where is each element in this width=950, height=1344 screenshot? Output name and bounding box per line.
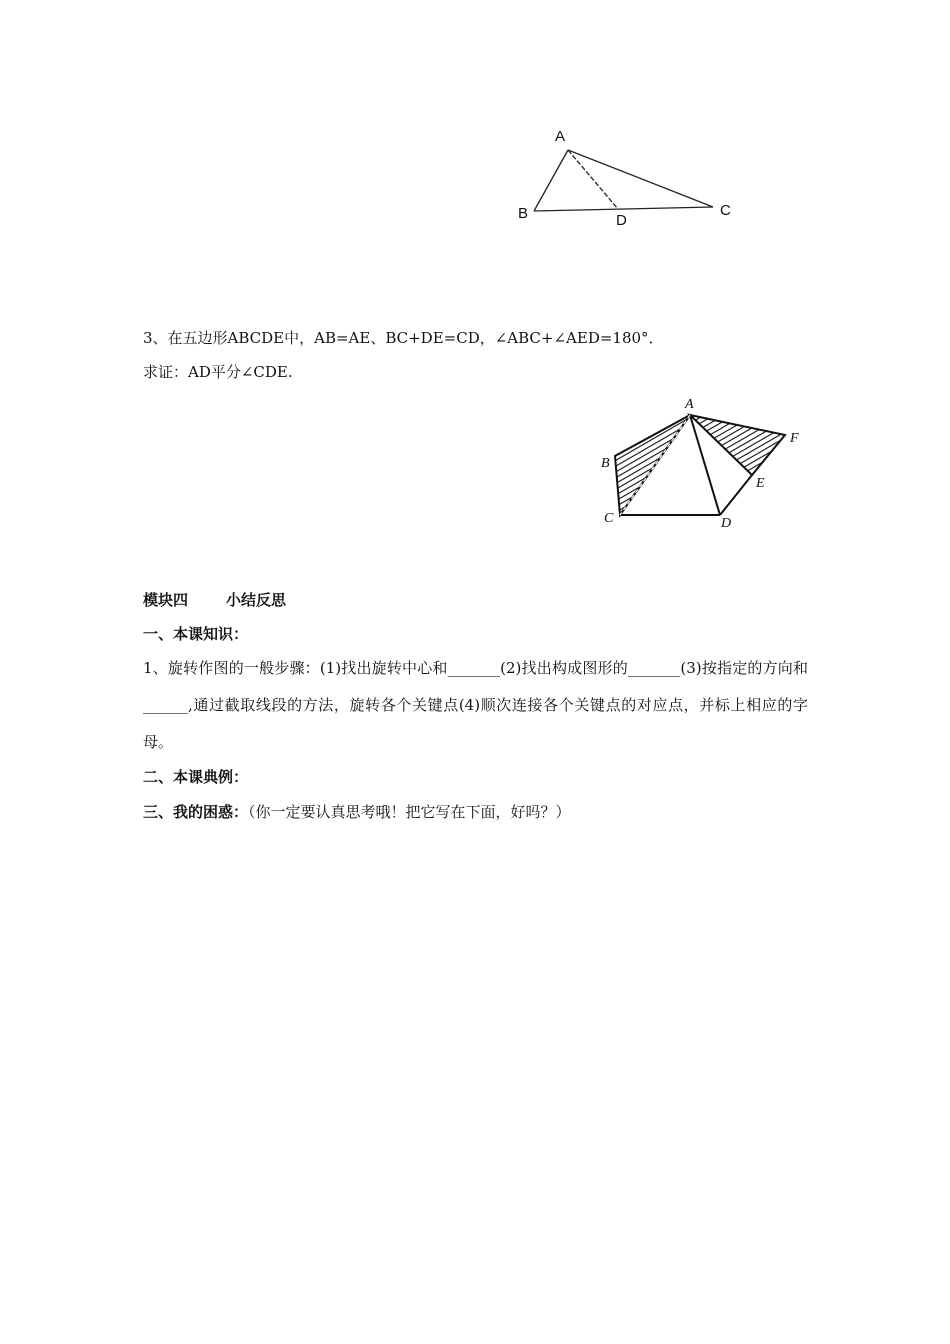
- module-subtitle: 小结反思: [226, 591, 287, 609]
- label-b: B: [518, 205, 529, 222]
- label-d: D: [721, 516, 732, 531]
- problem-3-statement: 3、在五边形ABCDE中，AB=AE、BC+DE=CD，∠ABC+∠AED=180°．: [143, 329, 664, 347]
- pentagon-figure: [590, 388, 810, 533]
- hatched-triangle-aef: [690, 415, 785, 475]
- label-a: A: [555, 128, 566, 145]
- module-heading: [143, 590, 286, 610]
- section-1-body: 1、旋转作图的一般步骤：(1)找出旋转中心和_______(2)找出构成图形的_______(3)按指定的方向和______,通过截取线段的方法，旋转各个关键点(4)顺次连接各个关键点的对应点，并标上相应的字母。: [143, 659, 808, 751]
- hatched-triangle-abc: [615, 415, 690, 515]
- triangle-figure: [505, 120, 755, 235]
- module-title: 模块四: [143, 591, 189, 609]
- segment-de: [720, 475, 752, 515]
- label-c: C: [720, 202, 731, 219]
- segment-ab: [534, 150, 568, 211]
- section-3-body: （你一定要认真思考哦！把它写在下面，好吗？）: [248, 803, 571, 821]
- section-2-heading: 二、本课典例：: [143, 768, 249, 786]
- section-3-heading: 三、我的困惑：: [143, 803, 249, 821]
- section-3: [143, 802, 571, 822]
- label-b: B: [601, 456, 610, 471]
- label-a: A: [685, 397, 694, 412]
- segment-ad: [568, 150, 618, 209]
- label-d: D: [616, 212, 627, 229]
- label-c: C: [604, 511, 614, 526]
- section-1-heading: 一、本课知识：: [143, 625, 249, 643]
- label-e: E: [756, 476, 765, 491]
- segment-ac: [568, 150, 713, 207]
- segment-bc: [534, 207, 713, 211]
- problem-3-prove: 求证：AD平分∠CDE.: [143, 363, 293, 381]
- label-f: F: [790, 431, 799, 446]
